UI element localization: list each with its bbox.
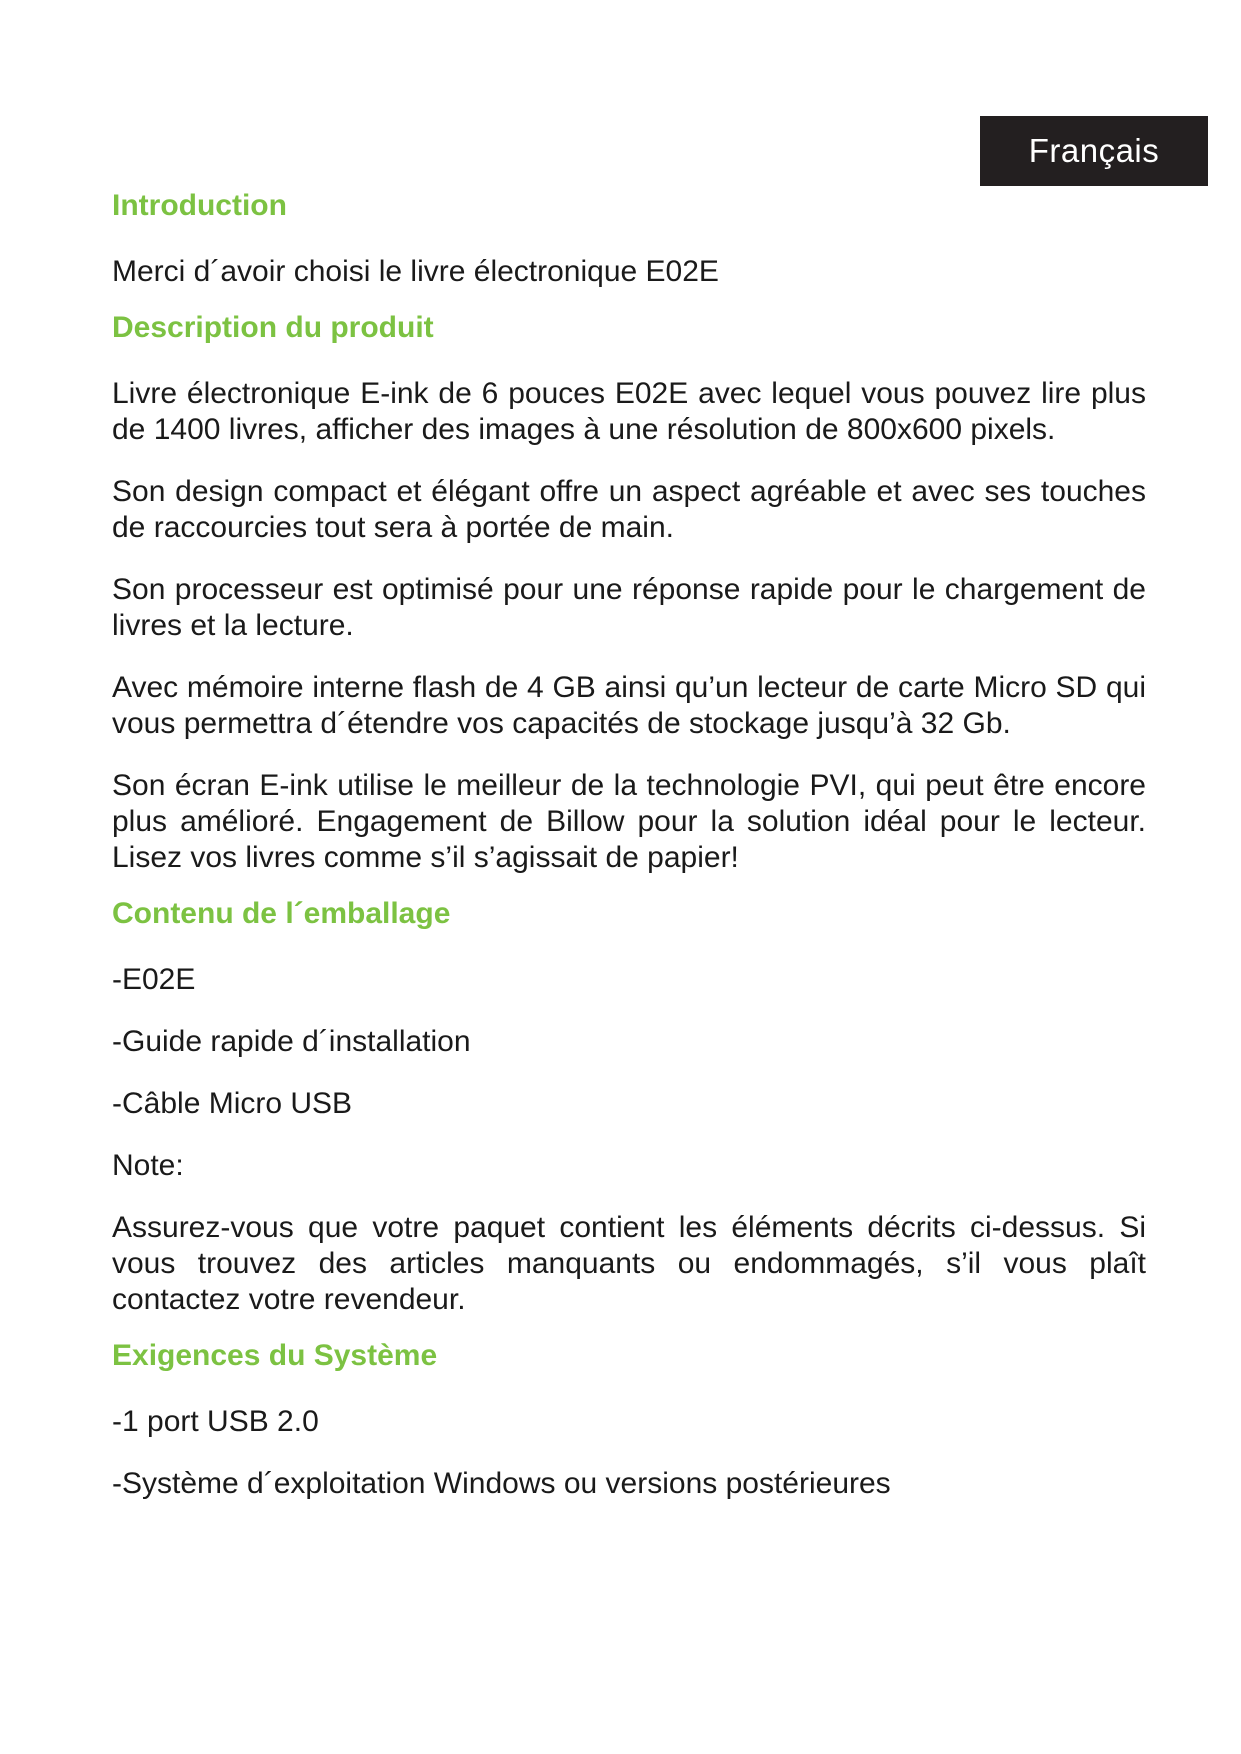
package-item-3: -Câble Micro USB [112, 1087, 353, 1120]
description-paragraph-5: Son écran E-ink utilise le meilleur de la technologie PVI, qui peut être encore plus amélioré. Engagement de Billow pour la solution idéal pour le lecteur. Lisez vos livres comme s’il s’agissait de papier! [112, 769, 1146, 874]
requirements-item-1: -1 port USB 2.0 [112, 1405, 319, 1438]
description-paragraph-2: Son design compact et élégant offre un aspect agréable et avec ses touches de raccourcies tout sera à portée de main. [112, 475, 1146, 544]
package-heading: Contenu de l´emballage [112, 897, 451, 930]
description-paragraph-1: Livre électronique E-ink de 6 pouces E02E avec lequel vous pouvez lire plus de 1400 livres, afficher des images à une résolution de 800x600 pixels. [112, 377, 1146, 446]
requirements-heading: Exigences du Système [112, 1339, 438, 1372]
introduction-text: Merci d´avoir choisi le livre électronique E02E [112, 255, 719, 288]
description-heading: Description du produit [112, 311, 434, 344]
document-body [112, 180, 1146, 1502]
description-paragraph-4: Avec mémoire interne flash de 4 GB ainsi qu’un lecteur de carte Micro SD qui vous permettra d´étendre vos capacités de stockage jusqu’à 32 Gb. [112, 671, 1146, 740]
language-tab: Français [980, 116, 1208, 186]
description-paragraph-3: Son processeur est optimisé pour une réponse rapide pour le chargement de livres et la lecture. [112, 573, 1146, 642]
note-label: Note: [112, 1149, 184, 1182]
introduction-heading: Introduction [112, 189, 287, 222]
requirements-item-2: -Système d´exploitation Windows ou versions postérieures [112, 1467, 891, 1500]
package-item-1: -E02E [112, 963, 196, 996]
package-item-2: -Guide rapide d´installation [112, 1025, 471, 1058]
note-text: Assurez-vous que votre paquet contient les éléments décrits ci-dessus. Si vous trouvez des articles manquants ou endommagés, s’il vous plaît contactez votre revendeur. [112, 1211, 1146, 1316]
